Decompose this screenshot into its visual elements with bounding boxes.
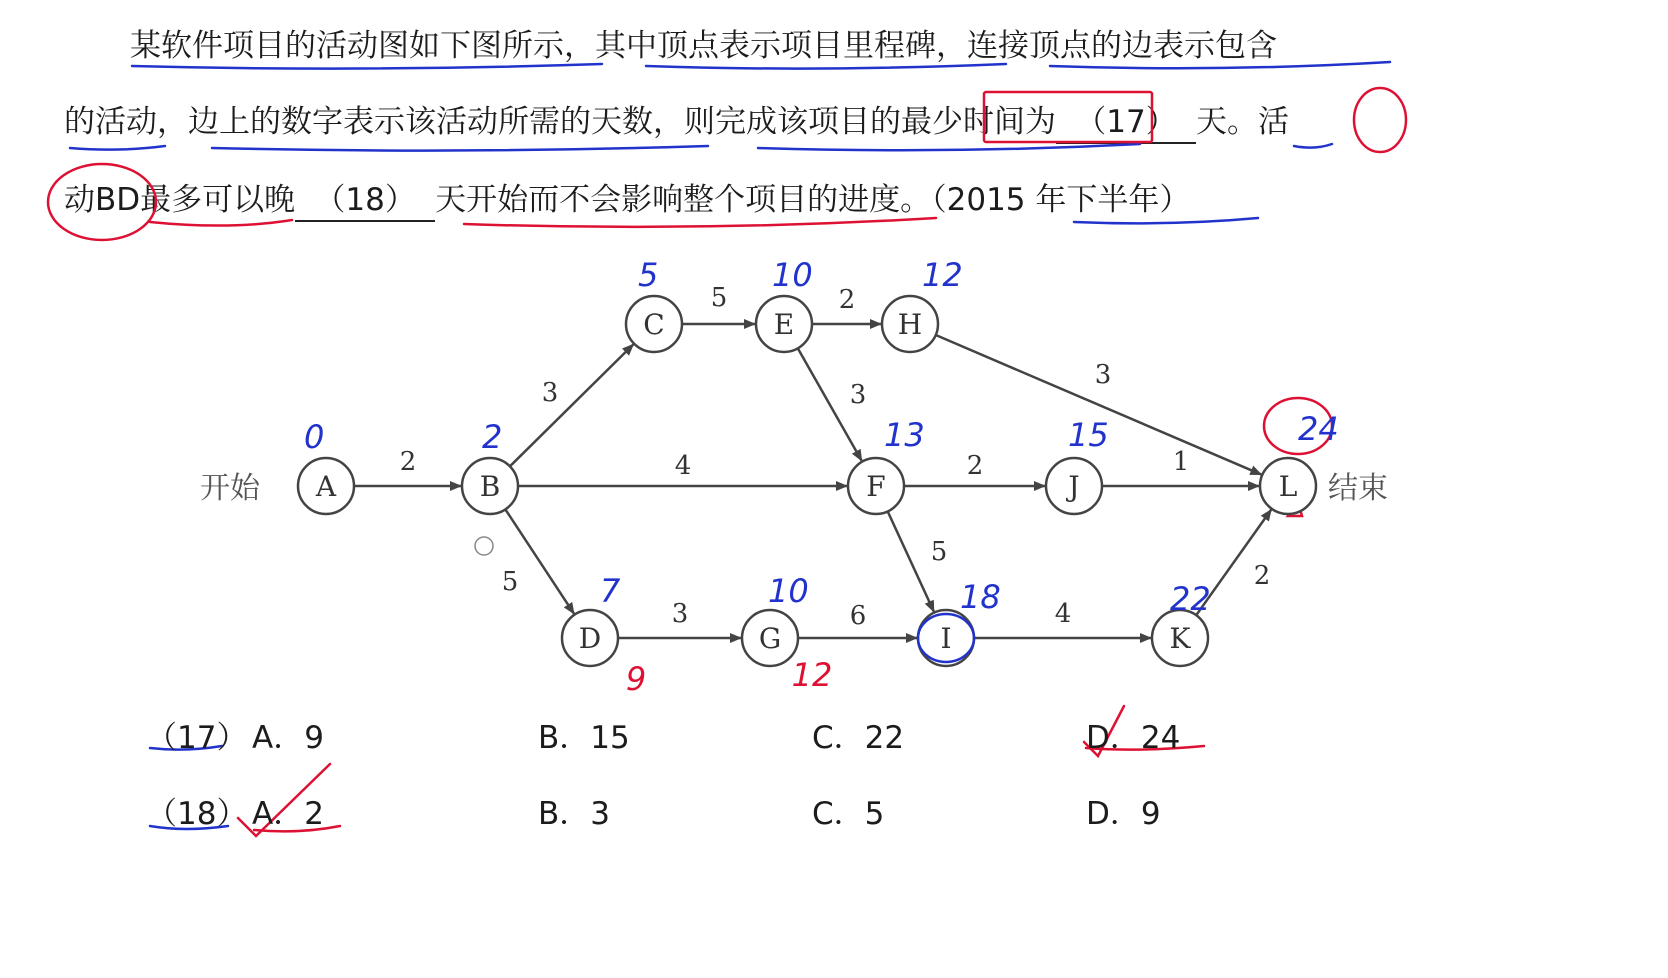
annotation-earliest-g: 10 [768,572,809,610]
node-label-d: D [578,622,602,655]
question-text-3a: 动BD最多可以晚 [64,182,296,218]
options-q17 [0,706,1668,756]
blank-17: （17） [1056,102,1196,144]
node-label-i: I [940,622,952,655]
node-label-c: C [643,308,665,341]
edge-b-d [505,509,574,613]
option-18-c[interactable]: C．5 [812,796,885,832]
node-label-h: H [897,308,923,341]
edge-weight-f-i: 5 [930,537,948,567]
edge-weight-j-l: 1 [1172,447,1190,477]
option-18-d[interactable]: D．9 [1086,796,1161,832]
option-17-b[interactable]: B．15 [538,720,630,756]
edge-weight-b-c: 3 [541,378,559,408]
question-text-3b: 天开始而不会影响整个项目的进度。（2015 年下半年） [435,182,1191,218]
annotation-latest-d: 9 [625,660,647,698]
edge-weight-e-h: 2 [838,285,856,315]
annotation-earliest-h: 12 [922,256,963,294]
diagram-nodes [298,296,1316,666]
annotation-earliest-k: 22 [1170,580,1211,618]
edge-weight-g-i: 6 [849,601,867,631]
node-label-g: G [758,622,782,655]
node-label-e: E [773,308,795,341]
option-18-b[interactable]: B．3 [538,796,610,832]
edge-weight-a-b: 2 [399,447,417,477]
question-text-2a: 的活动，边上的数字表示该活动所需的天数，则完成该项目的最少时间为 [64,104,1056,140]
edge-weight-d-g: 3 [671,599,689,629]
edge-weight-h-l: 3 [1094,360,1112,390]
node-label-j: J [1068,470,1080,503]
options-q18 [0,782,1668,832]
edge-weight-b-d: 5 [501,567,519,597]
option-17-a[interactable]: A．9 [252,720,324,756]
cursor-icon [475,537,493,555]
edge-weight-i-k: 4 [1054,599,1072,629]
annotation-earliest-f: 13 [884,416,925,454]
annotation-earliest-b: 2 [482,418,503,456]
option-17-c[interactable]: C．22 [812,720,905,756]
question-text-1: 某软件项目的活动图如下图所示，其中顶点表示项目里程碑，连接顶点的边表示包含 [130,28,1277,64]
node-label-k: K [1169,622,1191,655]
edge-b-c [510,344,633,466]
edge-weight-b-f: 4 [674,451,692,481]
annotation-earliest-j: 15 [1068,416,1109,454]
question-number-17: （17） [146,720,248,756]
node-label-a: A [315,470,337,503]
annotation-earliest-i: 18 [960,578,1001,616]
annotation-latest-g: 12 [791,656,833,694]
node-label-l: L [1278,470,1298,503]
edge-weight-k-l: 2 [1253,561,1271,591]
option-17-d[interactable]: D．24 [1086,720,1181,756]
annotation-earliest-l: 24 [1298,410,1339,448]
annotation-earliest-a: 0 [304,418,325,456]
annotation-earliest-e: 10 [772,256,813,294]
annotation-earliest-c: 5 [638,256,659,294]
node-label-b: B [479,470,501,503]
question-number-18: （18） [146,796,248,832]
option-18-a[interactable]: A．2 [252,796,324,832]
end-label: 结束 [1328,471,1388,506]
annotation-earliest-d: 7 [600,572,621,610]
edge-weight-f-j: 2 [966,451,984,481]
start-label: 开始 [200,471,260,506]
question-text-2b: 天。活 [1196,104,1289,140]
edge-f-i [888,511,934,611]
edge-weight-e-f: 3 [849,380,867,410]
blank-18: （18） [295,180,435,222]
edge-weight-c-e: 5 [710,283,728,313]
node-label-f: F [866,470,886,503]
